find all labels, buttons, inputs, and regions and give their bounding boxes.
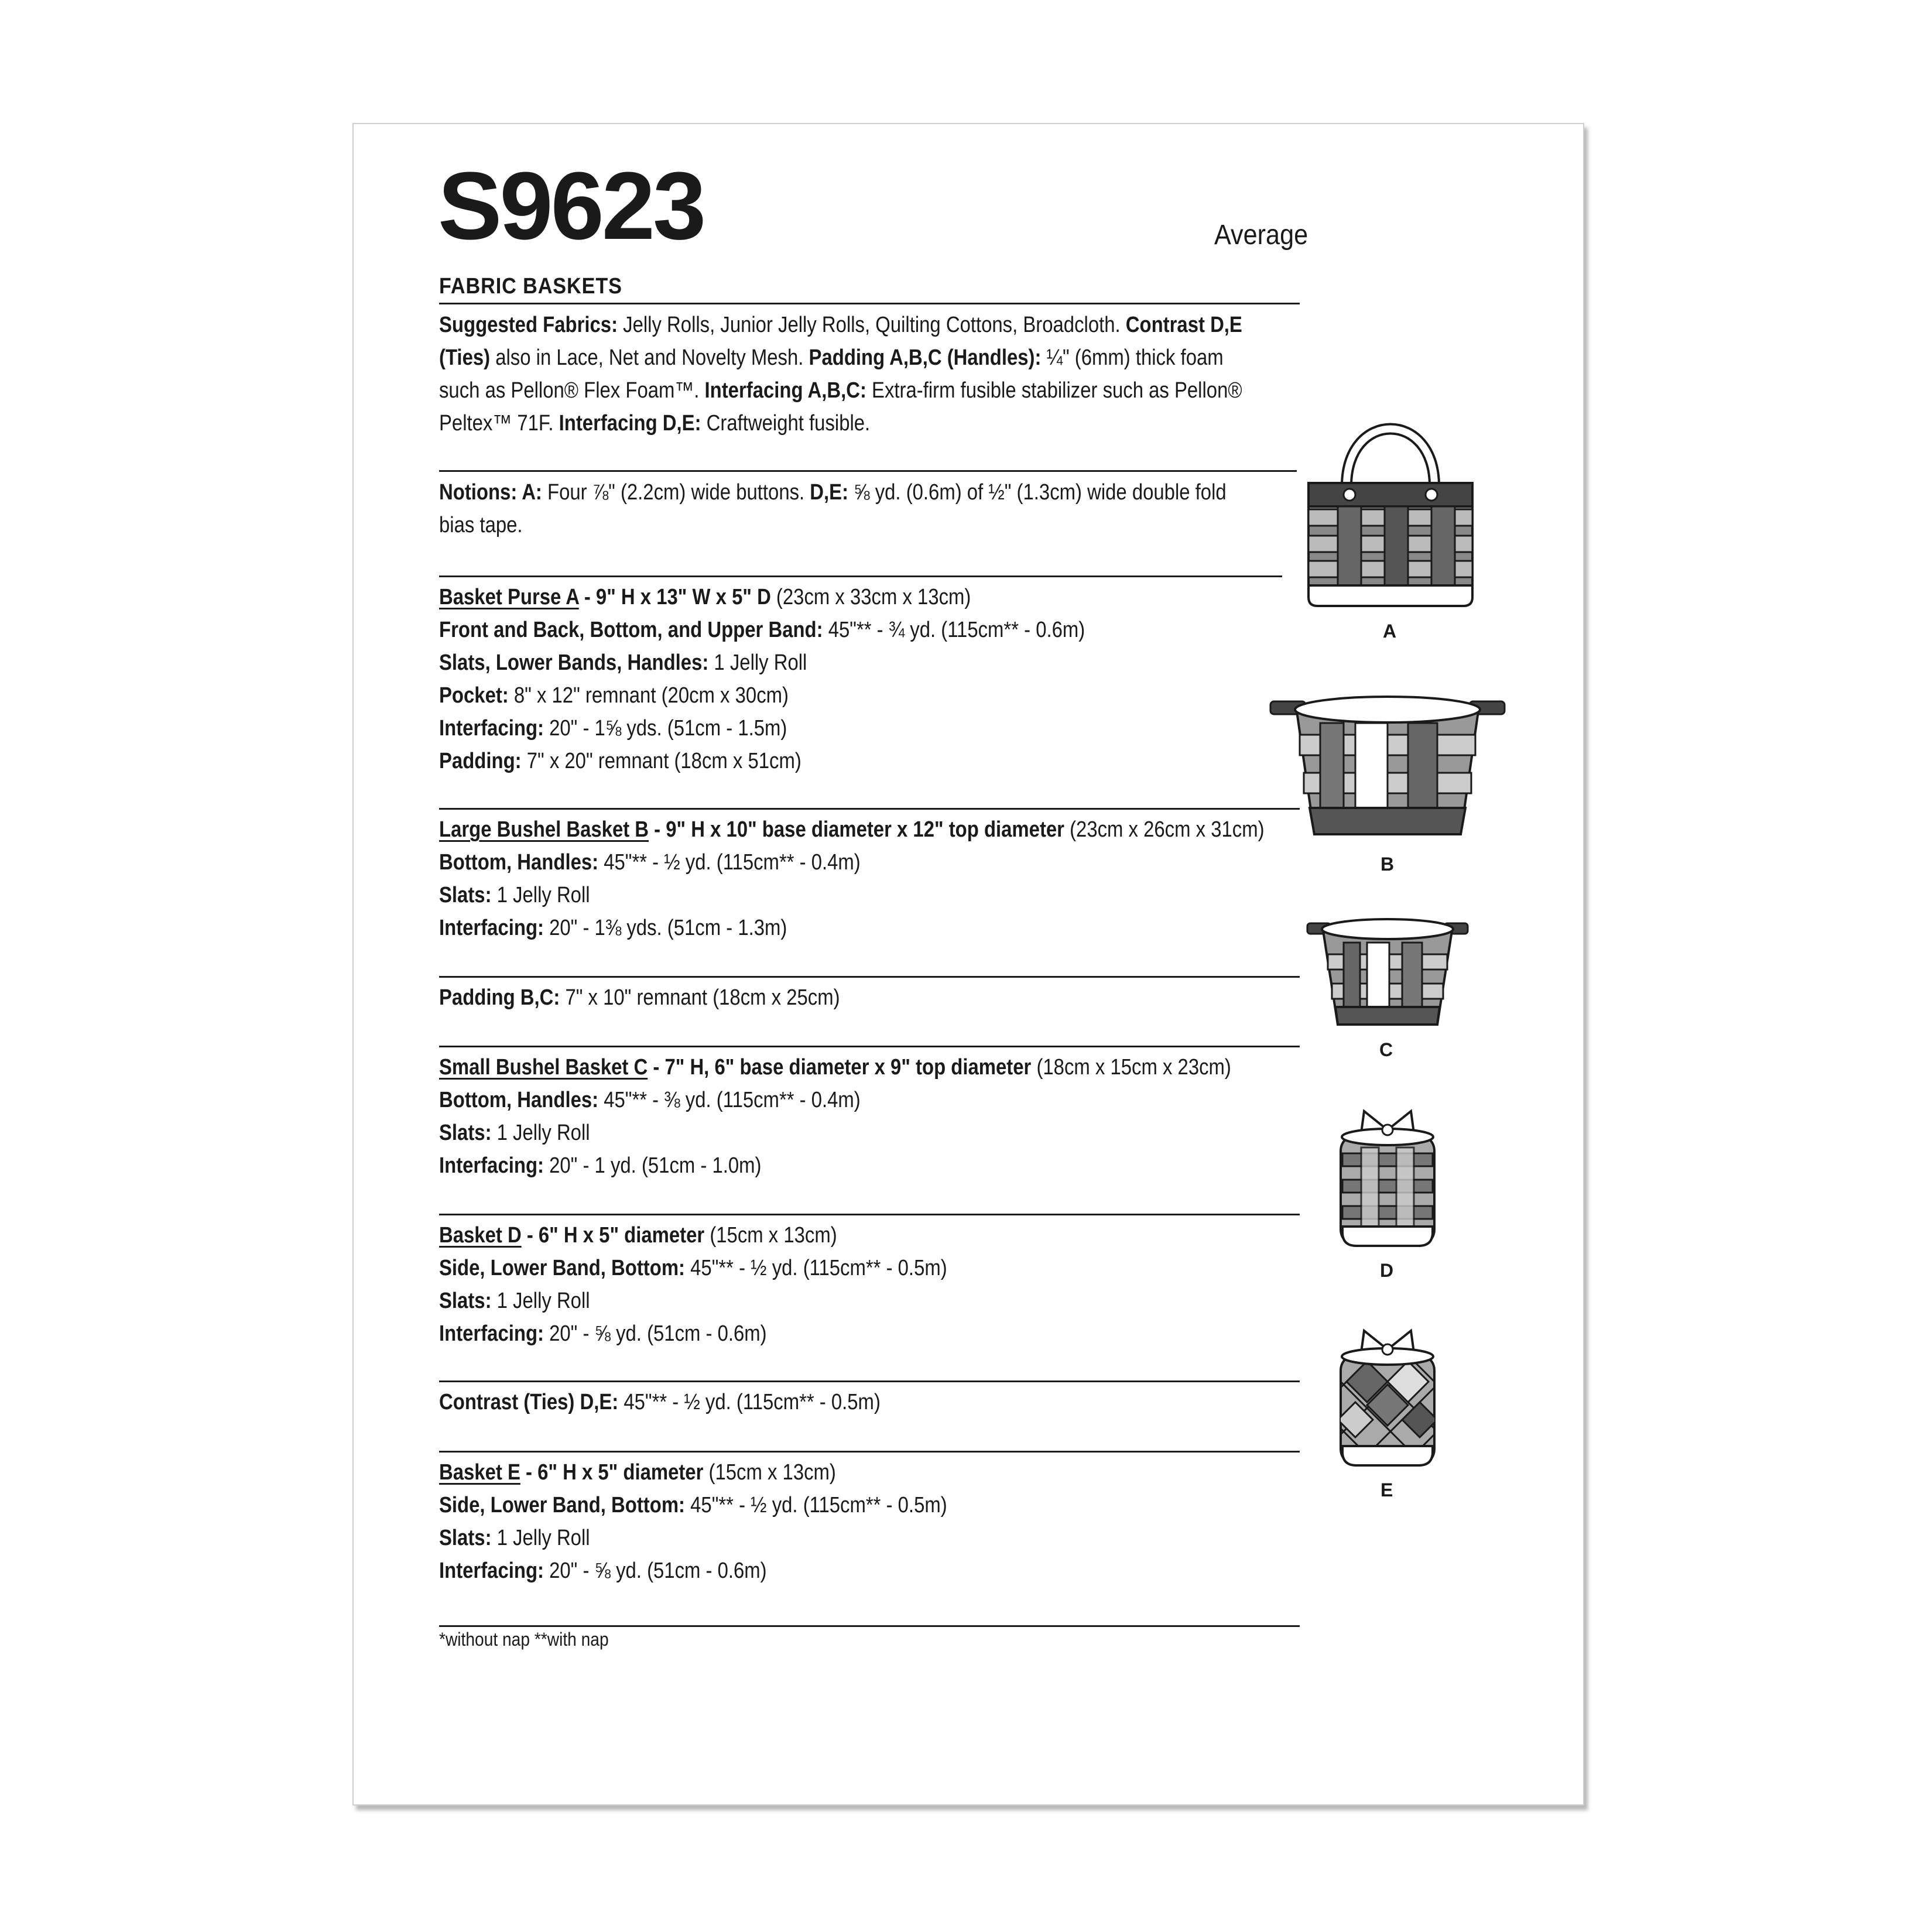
basket-purse-a-illustration — [1303, 410, 1478, 615]
notions: Notions: A: Four ⅞" (2.2cm) wide buttons. D,E: ⅝ yd. (0.6m) of ½" (1.3cm) wide double fold bias tape. — [439, 480, 1227, 537]
divider — [439, 576, 1282, 577]
divider — [439, 1625, 1300, 1627]
page-title: FABRIC BASKETS — [439, 274, 622, 299]
contrast-ties: Contrast (Ties) D,E: 45"** - ½ yd. (115cm** - 0.5m) — [439, 1390, 881, 1414]
basket-e-illustration — [1332, 1326, 1443, 1472]
divider — [439, 1046, 1300, 1047]
divider — [439, 976, 1300, 978]
footnote: *without nap **with nap — [439, 1629, 609, 1650]
figure-label-d: D — [1380, 1260, 1394, 1281]
figure-label-e: E — [1381, 1479, 1393, 1501]
basket-c-requirements: Small Bushel Basket C - 7" H, 6" base diameter x 9" top diameter (18cm x 15cm x 23cm) Bottom, Handles: 45"** - ⅜ yd. (115cm** - 0.4m) Slats: 1 Jelly Roll Interfacing: 20" - 1 yd. (51cm - 1.0m) — [439, 1055, 1231, 1178]
padding-bc: Padding B,C: 7" x 10" remnant (18cm x 25cm) — [439, 985, 840, 1010]
divider — [439, 1381, 1300, 1382]
divider — [439, 808, 1300, 810]
basket-a-requirements: Basket Purse A - 9" H x 13" W x 5" D (23cm x 33cm x 13cm) Front and Back, Bottom, and Upper Band: 45"** - ¾ yd. (115cm** - 0.6m) Slats, Lower Bands, Handles: 1 Jelly Roll Pocket: 8" x 12" remnant (20cm x 30cm) Interfacing: 20" - 1⅝ yds. (51cm - 1.5m) Padding: 7" x 20" remnant (18cm x 51cm) — [439, 585, 1085, 773]
basket-e-requirements: Basket E - 6" H x 5" diameter (15cm x 13cm) Side, Lower Band, Bottom: 45"** - ½ yd. (115cm** - 0.5m) Slats: 1 Jelly Roll Interfacing: 20" - ⅝ yd. (51cm - 0.6m) — [439, 1460, 947, 1583]
large-bushel-basket-b-illustration — [1268, 691, 1508, 849]
divider — [439, 1451, 1300, 1453]
basket-d-requirements: Basket D - 6" H x 5" diameter (15cm x 13cm) Side, Lower Band, Bottom: 45"** - ½ yd. (115cm** - 0.5m) Slats: 1 Jelly Roll Interfacing: 20" - ⅝ yd. (51cm - 0.6m) — [439, 1223, 947, 1346]
figure-label-a: A — [1383, 621, 1397, 642]
basket-d-illustration — [1332, 1107, 1443, 1253]
divider — [439, 1214, 1300, 1215]
figure-label-b: B — [1381, 854, 1395, 875]
suggested-fabrics: Suggested Fabrics: Jelly Rolls, Junior Jelly Rolls, Quilting Cottons, Broadcloth. Contrast D,E (Ties) also in Lace, Net and Novelty Mesh. Padding A,B,C (Handles): ¼" (6mm) thick foam such as Pellon® Flex Foam™. Interfacing A,B,C: Extra-firm fusible stabilizer such as Pellon® Peltex™ 71F. Interfacing D,E: Craftweight fusible. — [439, 313, 1242, 436]
divider — [439, 303, 1300, 304]
small-bushel-basket-c-illustration — [1306, 916, 1469, 1033]
basket-b-requirements: Large Bushel Basket B - 9" H x 10" base diameter x 12" top diameter (23cm x 26cm x 31cm) Bottom, Handles: 45"** - ½ yd. (115cm** - 0.4m) Slats: 1 Jelly Roll Interfacing: 20" - 1⅜ yds. (51cm - 1.3m) — [439, 817, 1265, 940]
figure-label-c: C — [1379, 1039, 1393, 1060]
divider — [439, 470, 1297, 472]
difficulty-label: Average — [1214, 220, 1308, 251]
pattern-number: S9623 — [438, 152, 704, 259]
